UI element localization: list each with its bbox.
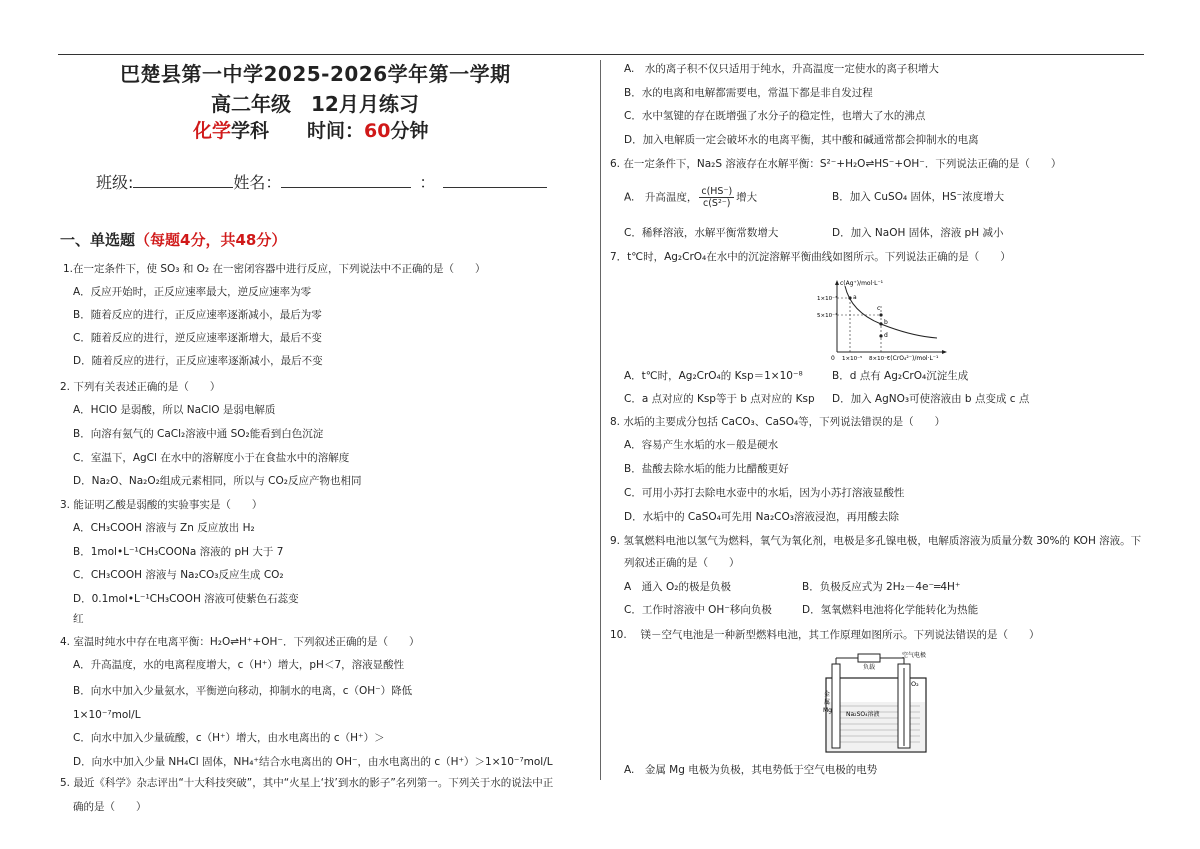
right-line-10: C．可用小苏打去除电水壶中的水垢，因为小苏打溶液显酸性 xyxy=(624,487,905,499)
left-line-5: D．随着反应的进行，正反应速率逐渐减小，最后不变 xyxy=(73,355,323,367)
solution-label: Na₂SO₄溶液 xyxy=(846,711,880,718)
q7-option-d: D．加入 AgNO₃可使溶液由 b 点变成 c 点 xyxy=(832,393,1030,405)
mg-electrode xyxy=(832,664,840,748)
right-line-11: D．水垢中的 CaSO₄可先用 Na₂CO₃溶液浸泡，再用酸去除 xyxy=(624,511,899,523)
left-line-19: B．向水中加入少量氨水，平衡逆向移动，抑制水的电离，c（OH⁻）降低 xyxy=(73,685,413,697)
y-axis-arrow xyxy=(835,280,839,285)
q6-option-c: C．稀释溶液，水解平衡常数增大 xyxy=(624,227,779,239)
q7-option-a: A．t℃时，Ag₂CrO₄的 Ksp＝1×10⁻⁸ xyxy=(624,370,803,382)
left-line-14: C．CH₃COOH 溶液与 Na₂CO₃反应生成 CO₂ xyxy=(73,569,284,581)
right-line-7: 8. 水垢的主要成分包括 CaCO₃、CaSO₄等，下列说法错误的是（ ） xyxy=(610,416,946,428)
exam-title-grade: 高二年级 12月月练习 xyxy=(211,92,419,116)
point-c-label: c xyxy=(877,305,881,312)
load-label: 负载 xyxy=(863,664,876,671)
left-line-9: C．室温下，AgCl 在水中的溶解度小于在食盐水中的溶解度 xyxy=(73,452,350,464)
right-line-2: B．水的电离和电解都需要电，常温下都是非自发过程 xyxy=(624,87,873,99)
q9-option-b: B．负极反应式为 2H₂－4e⁻═4H⁺ xyxy=(802,581,961,593)
q7-solubility-graph xyxy=(815,276,965,362)
left-line-1: 1.在一定条件下，使 SO₃ 和 O₂ 在一密闭容器中进行反应，下列说法中不正确的是（ ） xyxy=(63,263,486,275)
left-line-17: 4. 室温时纯水中存在电离平衡：H₂O⇌H⁺+OH⁻．下列叙述正确的是（ ） xyxy=(60,636,420,648)
section-heading: 一、单选题（每题4分，共48分） xyxy=(60,231,287,249)
right-line-9: B．盐酸去除水垢的能力比醋酸更好 xyxy=(624,463,789,475)
graph-origin: 0 xyxy=(831,355,835,362)
left-line-15: D．0.1mol•L⁻¹CH₃COOH 溶液可使紫色石蕊变 xyxy=(73,593,299,605)
left-line-12: A．CH₃COOH 溶液与 Zn 反应放出 H₂ xyxy=(73,522,255,534)
exam-title-subject: 化学学科 时间：60分钟 xyxy=(193,120,429,142)
left-line-13: B．1mol•L⁻¹CH₃COONa 溶液的 pH 大于 7 xyxy=(73,546,284,558)
q9-option-a: A 通入 O₂的极是负极 xyxy=(624,581,731,593)
point-b-label: b xyxy=(884,319,888,326)
right-line-8: A．容易产生水垢的水－般是硬水 xyxy=(624,439,779,451)
right-line-3: C．水中氢键的存在既增强了水分子的稳定性，也增大了水的沸点 xyxy=(624,110,926,122)
right-line-13: 列叙述正确的是（ ） xyxy=(624,557,740,569)
left-line-4: C．随着反应的进行，逆反应速率逐渐增大，最后不变 xyxy=(73,332,322,344)
left-line-8: B．向溶有氨气的 CaCl₂溶液中通 SO₂能看到白色沉淀 xyxy=(73,428,324,440)
right-line-1: A. 水的离子积不仅只适用于纯水，升高温度一定使水的离子积增大 xyxy=(624,63,939,75)
q6-fraction: $\frac{c(HS^-)}{\text{c(S²⁻)}}$ xyxy=(701,186,733,209)
point-d xyxy=(879,334,882,337)
q7-option-b: B．d 点有 Ag₂CrO₄沉淀生成 xyxy=(832,370,969,382)
q9-option-c: C．工作时溶液中 OH⁻移向负极 xyxy=(624,604,772,616)
class-blank[interactable] xyxy=(133,171,233,188)
metal-label-2: 属 xyxy=(824,699,831,706)
header-rule xyxy=(58,54,1144,55)
class-label: 班级: xyxy=(96,173,134,192)
right-line-4: D．加入电解质一定会破坏水的电离平衡，其中酸和碱通常都会抑制水的电离 xyxy=(624,134,979,146)
x-axis-arrow xyxy=(942,350,947,354)
q6-option-b: B．加入 CuSO₄ 固体，HS⁻浓度增大 xyxy=(832,191,1005,203)
point-a xyxy=(848,296,851,299)
left-line-24: 确的是（ ） xyxy=(73,801,147,813)
left-line-20: C．向水中加入少量硫酸，c（H⁺）增大，由水电离出的 c（H⁺）＞ xyxy=(73,732,385,744)
left-line-22: D．向水中加入少量 NH₄Cl 固体，NH₄⁺结合水电离出的 OH⁻，由水电离出的 c（H⁺）＞1×10⁻⁷mol/L xyxy=(73,756,553,768)
point-b xyxy=(879,322,882,325)
metal-label-3: Mg xyxy=(823,707,832,714)
q6-option-a: A. 升高温度， $\frac{c(HS^-)}{\text{c(S²⁻)}}$ 增大 xyxy=(624,186,758,209)
column-divider xyxy=(600,60,601,780)
extra-blank[interactable] xyxy=(443,171,547,188)
left-line-2: A．反应开始时，正反应速率最大，逆反应速率为零 xyxy=(73,286,312,298)
right-line-12: 9. 氢氧燃料电池以氢气为燃料，氧气为氧化剂，电极是多孔镍电极，电解质溶液为质量分数 30%的 KOH 溶液。下 xyxy=(610,535,1142,547)
graph-x-label: c(CrO₄²⁻)/mol·L⁻¹ xyxy=(887,355,939,362)
x-tick-2: 8×10⁻⁵ xyxy=(869,356,890,362)
name-label: 姓名： xyxy=(233,173,282,192)
metal-label-1: 金 xyxy=(824,691,831,698)
student-info-row xyxy=(96,170,547,193)
o2-label: O₂ xyxy=(911,680,919,688)
left-line-18: A．升高温度，水的电离程度增大，c（H⁺）增大，pH＜7，溶液显酸性 xyxy=(73,659,405,671)
graph-y-label: c(Ag⁺)/mol·L⁻¹ xyxy=(840,280,884,287)
q7-option-c: C．a 点对应的 Ksp等于 b 点对应的 Ksp xyxy=(624,393,815,405)
x-tick-1: 1×10⁻⁵ xyxy=(842,356,863,362)
q10-battery-diagram xyxy=(822,650,930,756)
left-line-10: D．Na₂O、Na₂O₂组成元素相同，所以与 CO₂反应产物也相同 xyxy=(73,475,362,487)
left-line-23: 5. 最近《科学》杂志评出“十大科技突破”，其中“火星上‘找’到水的影子”名列第一。下列关于水的说法中正 xyxy=(60,777,554,789)
q9-option-d: D．氢氧燃料电池将化学能转化为热能 xyxy=(802,604,979,616)
solubility-curve xyxy=(845,286,937,338)
right-line-5: 6. 在一定条件下，Na₂S 溶液存在水解平衡：S²⁻+H₂O⇌HS⁻+OH⁻．下列说法正确的是（ ） xyxy=(610,158,1062,170)
name-blank[interactable] xyxy=(281,171,411,188)
right-line-15: A. 金属 Mg 电极为负极，其电势低于空气电极的电势 xyxy=(624,764,878,776)
point-d-label: d xyxy=(884,332,888,339)
left-line-21: 1×10⁻⁷mol/L xyxy=(73,709,141,721)
y-tick-2: 5×10⁻⁴ xyxy=(817,313,838,319)
air-electrode-label: 空气电极 xyxy=(902,652,927,659)
left-line-7: A．HClO 是弱酸，所以 NaClO 是弱电解质 xyxy=(73,404,276,416)
extra-colon: ： xyxy=(419,173,436,192)
left-line-6: 2. 下列有关表述正确的是（ ） xyxy=(60,381,221,393)
y-tick-1: 1×10⁻³ xyxy=(817,296,838,302)
point-a-label: a xyxy=(853,294,857,301)
point-c xyxy=(879,313,882,316)
right-line-14: 10. 镁－空气电池是一种新型燃料电池，其工作原理如图所示。下列说法错误的是（ ） xyxy=(610,629,1040,641)
left-line-3: B．随着反应的进行，正反应速率逐渐减小，最后为零 xyxy=(73,309,322,321)
left-line-11: 3. 能证明乙酸是弱酸的实验事实是（ ） xyxy=(60,499,263,511)
load-resistor xyxy=(858,654,880,662)
q6-option-d: D．加入 NaOH 固体，溶液 pH 减小 xyxy=(832,227,1004,239)
left-line-16: 红 xyxy=(73,613,84,625)
exam-title-school: 巴楚县第一中学2025-2026学年第一学期 xyxy=(120,62,511,86)
right-line-6: 7．t℃时，Ag₂CrO₄在水中的沉淀溶解平衡曲线如图所示。下列说法正确的是（ ） xyxy=(610,251,1011,263)
